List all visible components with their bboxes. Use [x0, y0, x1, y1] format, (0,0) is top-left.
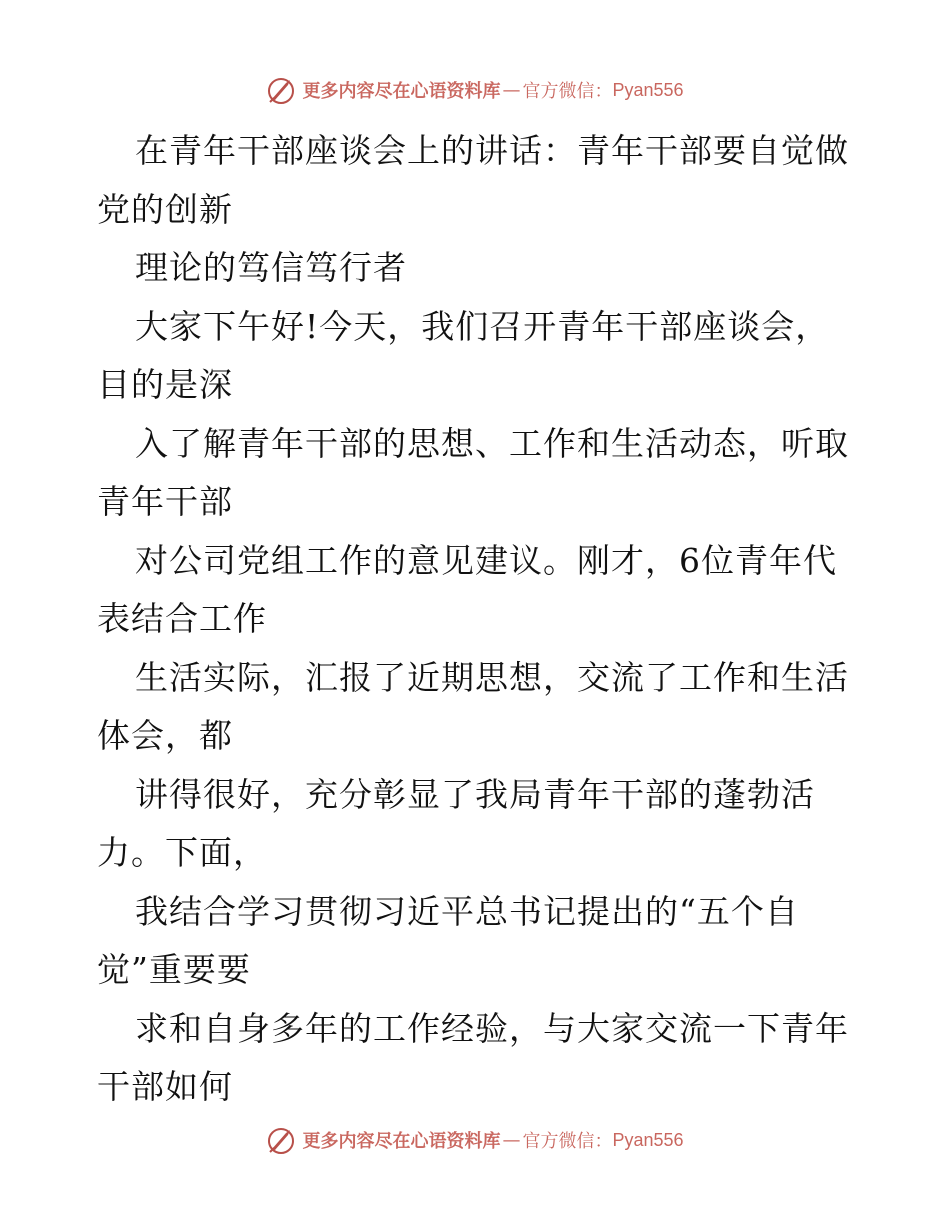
header-main-text: 更多内容尽在心语资料库 — [302, 81, 501, 102]
text-line-1: 在青年干部座谈会上的讲话：青年干部要自觉做 — [135, 131, 849, 170]
footer-sub-text: 官方微信： — [522, 1131, 613, 1152]
text-line-4: 大家下午好!今天，我们召开青年干部座谈会， — [135, 306, 830, 346]
header-sub-text: 官方微信： — [522, 81, 613, 102]
text-line-9: 表结合工作 — [97, 599, 267, 638]
text-line-7: 青年干部 — [97, 482, 233, 521]
text-line-6: 入了解青年干部的思想、工作和生活动态，听取 — [135, 423, 849, 463]
text-line-13: 力。下面， — [97, 833, 267, 872]
text-line-17: 干部如何 — [97, 1067, 233, 1106]
text-line-5: 目的是深 — [97, 365, 233, 404]
text-line-11: 体会，都 — [97, 716, 233, 755]
footer-wechat-id: Pyan556 — [612, 1129, 684, 1150]
text-line-16: 求和自身多年的工作经验，与大家交流一下青年 — [135, 1008, 849, 1048]
text-line-2: 党的创新 — [97, 189, 233, 229]
text-line-15: 觉”重要要 — [97, 950, 251, 989]
quill-pen-icon — [266, 1125, 296, 1155]
text-line-10: 生活实际，汇报了近期思想，交流了工作和生活 — [135, 657, 849, 697]
text-line-12: 讲得很好，充分彰显了我局青年干部的蓬勃活 — [135, 774, 815, 814]
text-line-14: 我结合学习贯彻习近平总书记提出的“五个自 — [135, 891, 799, 931]
footer-banner — [0, 1120, 950, 1160]
footer-dash: — — [502, 1129, 521, 1151]
header-wechat-id: Pyan556 — [612, 79, 684, 100]
text-line-8: 对公司党组工作的意见建议。刚才，6位青年代 — [135, 540, 837, 580]
footer-main-text: 更多内容尽在心语资料库 — [302, 1131, 501, 1152]
header-banner — [0, 70, 950, 110]
document-body — [97, 122, 857, 1117]
quill-pen-icon — [266, 75, 296, 105]
text-line-3: 理论的笃信笃行者 — [135, 248, 407, 287]
header-dash: — — [502, 79, 521, 101]
